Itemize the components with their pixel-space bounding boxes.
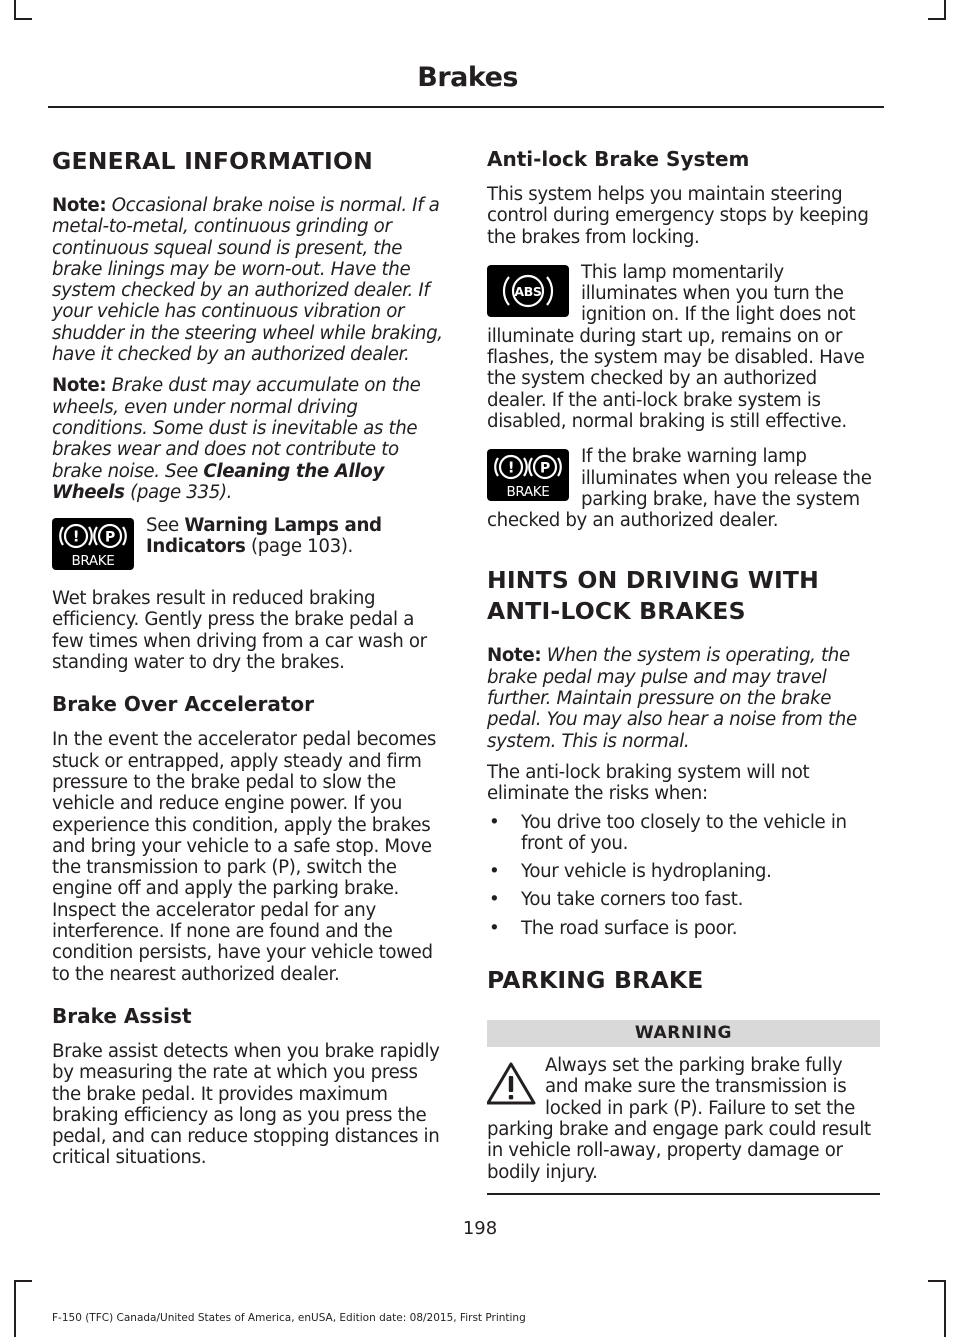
page-number: 198 <box>462 1218 498 1239</box>
heading-hints-line1: HINTS ON DRIVING WITH <box>487 566 820 595</box>
section-title: Brakes <box>417 62 518 93</box>
crop-mark-top-right-h <box>928 18 946 20</box>
page-reference: (page 335). <box>124 481 233 503</box>
note-system-operating <box>487 645 880 751</box>
warning-bottom-rule <box>487 1193 880 1195</box>
paragraph-risks-intro: The anti-lock braking system will not eliminate the risks when: <box>487 761 810 805</box>
left-column <box>52 146 448 1169</box>
warning-block <box>487 1055 880 1183</box>
note-brake-dust <box>52 375 448 503</box>
heading-general-information: GENERAL INFORMATION <box>52 147 374 175</box>
crop-mark-bottom-right-v <box>944 1280 946 1337</box>
park-glyph: P <box>540 460 550 477</box>
paragraph-brake-lamp: If the brake warning lamp illuminates when you release the parking brake, have the system checked by an authorized dealer. <box>487 446 872 532</box>
paragraph-wet-brakes: Wet brakes result in reduced braking efficiency. Gently press the brake pedal a few times when driving from a car wash or standing water to dry the brakes. <box>52 588 427 674</box>
crop-mark-top-left-h <box>14 18 32 20</box>
note-label: Note: <box>487 645 542 667</box>
crop-mark-bottom-left-h <box>14 1280 32 1282</box>
note-label: Note: <box>52 375 107 397</box>
brake-warning-lamp-icon <box>52 518 134 570</box>
header-divider <box>48 106 884 108</box>
crop-mark-bottom-left-v <box>14 1280 16 1337</box>
page-reference: (page 103). <box>245 536 353 558</box>
link-warning-lamps[interactable]: Warning Lamps and Indicators <box>146 515 382 558</box>
risks-list <box>487 812 880 939</box>
crop-mark-top-left-v <box>14 0 16 20</box>
heading-anti-lock-brake-system: Anti-lock Brake System <box>487 147 750 171</box>
abs-lamp-block <box>487 262 880 432</box>
list-item: • Your vehicle is hydroplaning. <box>487 861 880 882</box>
see-warning-lamps-block <box>52 515 448 574</box>
note-text: When the system is operating, the brake pedal may pulse and may travel further. Maintain pressure on the brake pedal. You may also hear a noise from the system. This is normal. <box>487 645 857 752</box>
park-glyph: P <box>105 529 115 546</box>
right-column <box>487 146 880 1195</box>
note-brake-noise <box>52 195 448 365</box>
exclaim-glyph: ! <box>72 527 80 546</box>
paragraph-brake-assist: Brake assist detects when you brake rapidly by measuring the rate at which you press the brake pedal. It provides maximum braking efficiency as long as you press the pedal, and can reduce stopping distances in critical situations. <box>52 1040 440 1169</box>
footer-edition: F-150 (TFC) Canada/United States of America, enUSA, Edition date: 08/2015, First Printing <box>52 1312 526 1324</box>
brake-glyph: BRAKE <box>71 553 115 570</box>
heading-hints-line2: ANTI-LOCK BRAKES <box>487 597 746 626</box>
note-label: Note: <box>52 195 107 216</box>
exclaim-glyph: ! <box>507 458 515 477</box>
heading-brake-assist: Brake Assist <box>52 1003 192 1028</box>
heading-parking-brake: PARKING BRAKE <box>487 966 704 995</box>
brake-glyph: BRAKE <box>506 484 550 501</box>
see-warning-lamps: See Warning Lamps and Indicators (page 103). <box>146 515 382 558</box>
brake-lamp-block <box>487 446 880 531</box>
note-text: Occasional brake noise is normal. If a metal-to-metal, continuous grinding or continuous squeal sound is present, the brake linings may be worn-out. Have the system checked by an authorized dealer. If your vehicle has continuous vibration or shudder in the steering wheel while braking, have it checked by an authorized dealer. <box>52 195 443 366</box>
link-cleaning-alloy-wheels[interactable]: Cleaning the Alloy Wheels <box>52 460 384 503</box>
list-item: • You take corners too fast. <box>487 889 880 910</box>
list-item: • The road surface is poor. <box>487 918 880 939</box>
warning-banner: WARNING <box>487 1020 880 1047</box>
paragraph-abs-intro: This system helps you maintain steering control during emergency stops by keeping the brakes from locking. <box>487 184 869 248</box>
brake-warning-lamp-icon <box>487 449 569 501</box>
list-item: • You drive too closely to the vehicle in front of you. <box>487 812 880 855</box>
abs-warning-lamp-icon <box>487 265 569 317</box>
paragraph-brake-over-accelerator: In the event the accelerator pedal becomes stuck or entrapped, apply steady and firm pressure to the brake pedal to slow the vehicle and reduce engine power. If you experience this condition, apply the brakes and bring your vehicle to a safe stop. Move the transmission to park (P), switch the engine off and apply the parking brake. Inspect the accelerator pedal for any interference. If none are found and the condition persists, have your vehicle towed to the nearest authorized dealer. <box>52 729 437 985</box>
paragraph-abs-lamp: This lamp momentarily illuminates when you turn the ignition on. If the light does not illuminate during start up, remains on or flashes, the system may be disabled. Have the system checked by an authorized dealer. If the anti-lock brake system is disabled, normal braking is still effective. <box>487 261 865 432</box>
paragraph-warning: Always set the parking brake fully and make sure the transmission is locked in park (P). Failure to set the parking brake and engage park could result in vehicle roll-away, property damage or bodily injury. <box>487 1055 871 1183</box>
crop-mark-bottom-right-h <box>928 1280 946 1282</box>
crop-mark-top-right-v <box>944 0 946 20</box>
warning-triangle-icon <box>487 1061 537 1113</box>
abs-glyph: ABS <box>514 283 542 299</box>
heading-brake-over-accelerator: Brake Over Accelerator <box>52 692 315 717</box>
note-text: Brake dust may accumulate on the wheels, even under normal driving conditions. Some dust is inevitable as the brakes wear and does not contribute to brake noise. See <box>52 375 421 482</box>
